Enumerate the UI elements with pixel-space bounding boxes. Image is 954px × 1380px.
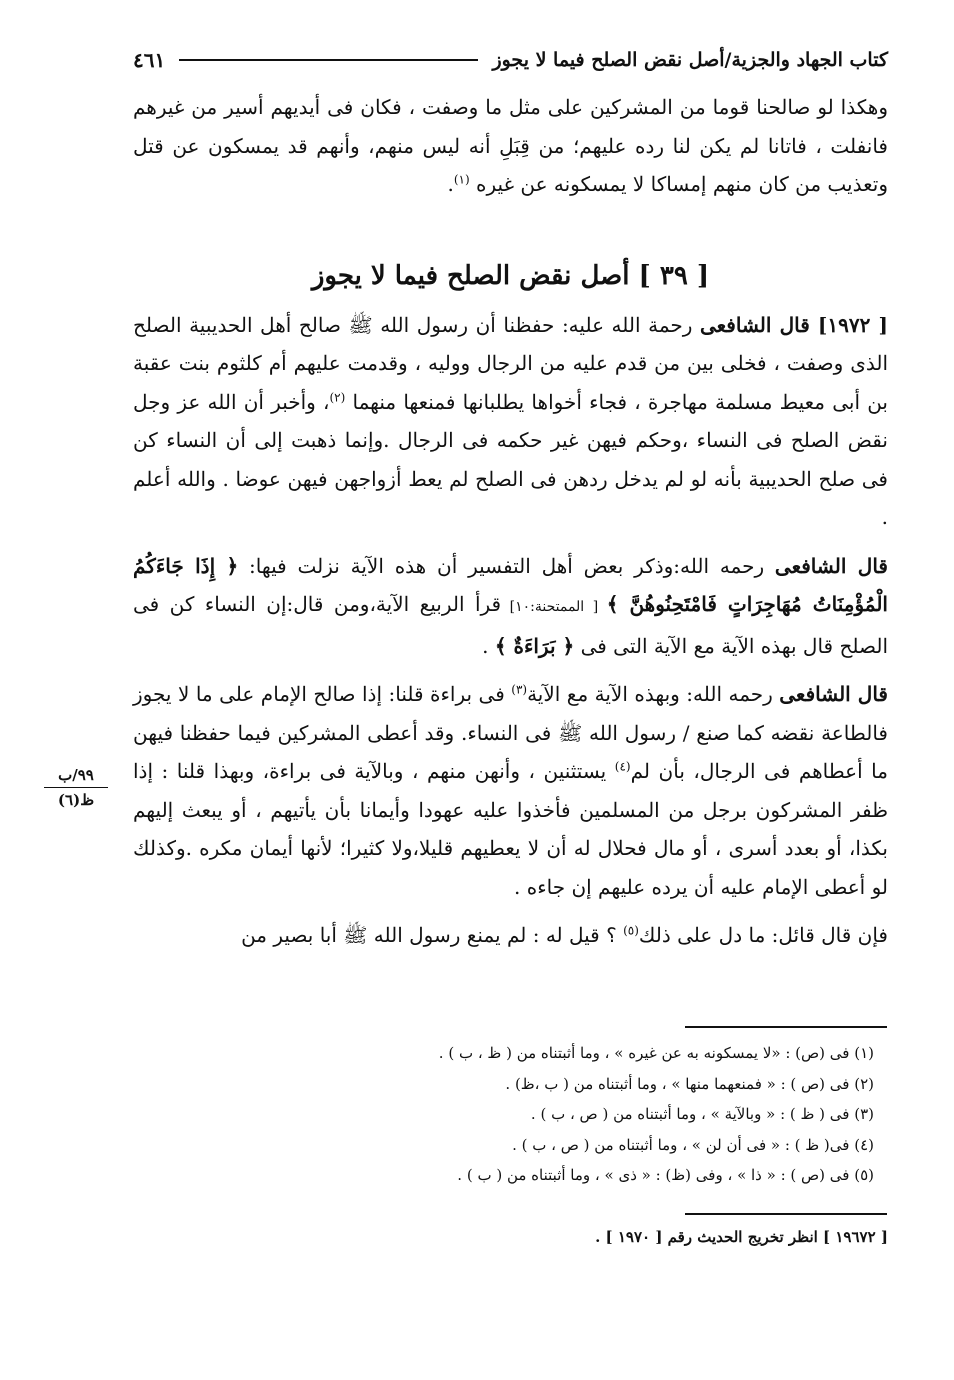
paragraph-shafii-3 [133,675,888,906]
page-body [133,40,888,955]
footnotes [133,1038,888,1191]
margin-note-rule [44,787,108,788]
footnote-marker: (٣) [511,682,528,697]
paragraph-text: ؟ قيل له : لم يمنع رسول الله ﷺ أبا بصير من [241,923,624,947]
footnote-4: (٤) فى( ظ ) : « فى أن لن » ، وما أثبتناه من ( ص ، ب ) . [512,1135,874,1154]
footnote-3: (٣) فى ( ظ ) : « وبالآية » ، وما أثبتناه من ( ص ، ب ) . [530,1105,874,1123]
takhrij-divider [685,1213,887,1215]
intro-paragraph: وهكذا لو صالحنا قوما من المشركين على مثل ما وصفت ، فكان فى أيديهم أسير من غيرهم فانفلت ، فاتانا لم يكن لنا رده عليهم؛ من قِبَلِ أنه ليس منهم، وأنهم قد يمسكون عن قتل وتعذيب من كان منهم إمساكا لا يمسكونه عن غيره $^{(١)}$. [133,95,888,196]
footnote-2: (٢) فى (ص ) : « فمنعهما منها » ، وما أثبتناه من ( ب ،ظ) . [505,1074,874,1093]
running-head [133,40,888,80]
running-head-rule [179,59,478,61]
paragraph-text: ، وأخبر أن الله عز وجل نقض الصلح فى النساء ،وحكم فيهن غير حكمه فى الرجال .وإنما ذهبت إلى أن النساء كن فى صلح الحديبية بأنه لو لم يدخل ردهن فى الصلح لم يعط أزواجهن فيهن عوضا . والله أعلم . [133,389,888,529]
running-head-title: كتاب الجهاد والجزية/أصل نقض الصلح فيما لا يجوز [492,49,888,71]
paragraph-text: قرأ الربيع الآية،ومن قال:إن النساء كن فى الصلح قال بهذه الآية مع الآية التى فى [133,592,888,658]
intro-text: وهكذا لو صالحنا قوما من المشركين على مثل ما وصفت ، فكان فى أيديهم أسير من غيرهم فانفلت ، فاتانا لم يكن لنا رده عليهم؛ من قِبَلِ أنه ليس منهم، وأنهم قد يمسكون عن قتل وتعذيب من كان منهم إمساكا لا يمسكونه عن غيره [133,95,888,196]
footnote-marker: (١) [453,172,470,187]
paragraph-1972 [133,306,888,537]
margin-note-bottom: ظ(٦) [57,791,95,809]
footnote-1: (١) فى (ص) : «لا يمسكونه به عن غيره » ، وما أثبتناه من ( ظ ، ب ) . [438,1044,874,1062]
page-number: ٤٦١ [133,48,166,72]
paragraph-text: فى براءة قلنا: إذا صالح الإمام على ما لا يجوز فالطاعة نقضه كما صنع / رسول الله ﷺ فى النساء. وقد أعطى المشركين فيما حفظنا فيهن ما أعطاهم فى الرجال، بأن لم [133,682,888,783]
paragraph-lead: قال الشافعى [779,682,888,706]
footnote-divider [685,1026,887,1028]
footnote-5: (٥) فى (ص ) : « ذا » ، وفى (ظ) : « ذى » ، وما أثبتناه من ( ب ) . [457,1166,874,1184]
verse-reference: [ الممتحنة:١٠] [501,599,607,615]
paragraph-text: رحمه الله: وبهذه الآية مع الآية [527,682,780,706]
paragraph-question [133,916,888,955]
section-title: [ ٣٩ ] أصل نقض الصلح فيما لا يجوز [311,260,710,291]
footnote-marker: (٤) [614,759,631,774]
quran-verse: ﴿ إِذَا جَاءَكُمُ الْمُؤْمِنَاتُ مُهَاجِرَاتٍ فَامْتَحِنُوهُنَّ ﴾ [133,553,888,616]
paragraph-lead: قال الشافعى [774,553,888,578]
paragraph-shafii-2 [133,547,888,666]
takhrij-note: [ ١٩٦٧٢ ] انظر تخريج الحديث رقم [ ١٩٧٠ ] . [595,1228,888,1246]
footnote-marker: (٢) [329,389,346,404]
paragraph-lead: [ ١٩٧٢] قال الشافعى [699,312,888,337]
paragraph-text: رحمه الله:وذكر بعض أهل التفسير أن هذه الآية نزلت فيها: [238,553,775,578]
quran-verse: ﴿ بَرَاءَةٌ ﴾ [494,633,575,658]
margin-note-top: ٩٩/ب [58,766,94,784]
footnote-marker: (٥) [623,923,639,938]
paragraph-text: رحمة الله عليه: حفظنا أن رسول الله ﷺ صالح أهل الحديبية الصلح الذى وصفت ، فخلى بين من قدم عليه من الرجال ووليه ، وقدمت عليهم أم كلثوم بنت عقبة بن أبى معيط مسلمة مهاجرة ، فجاء أخواها يطلبانها فمنعها منهما [133,312,889,414]
paragraph-text: فإن قال قائل: ما دل على ذلك [638,923,888,947]
paragraph-text: يستثنين ، وأنهن منهم ، وبالآية فى براءة، وبهذا قلنا : إذا ظفر المشركون برجل من المسلمين فأخذوا عليه عهودا وأيمانا بأن يأتيهم ، أو يبعث إليهم بكذا، أو بعدد أسرى ، أو مال فحلال له أن لا يعطيهم قليلا،ولا كثيرا؛ لأنها أيمان مكره .وكذلك لو أعطى الإمام عليه أن يرده عليهم إن جاءه . [133,759,888,899]
paragraph-text: . [482,633,495,658]
manuscript-margin-note [40,765,112,810]
